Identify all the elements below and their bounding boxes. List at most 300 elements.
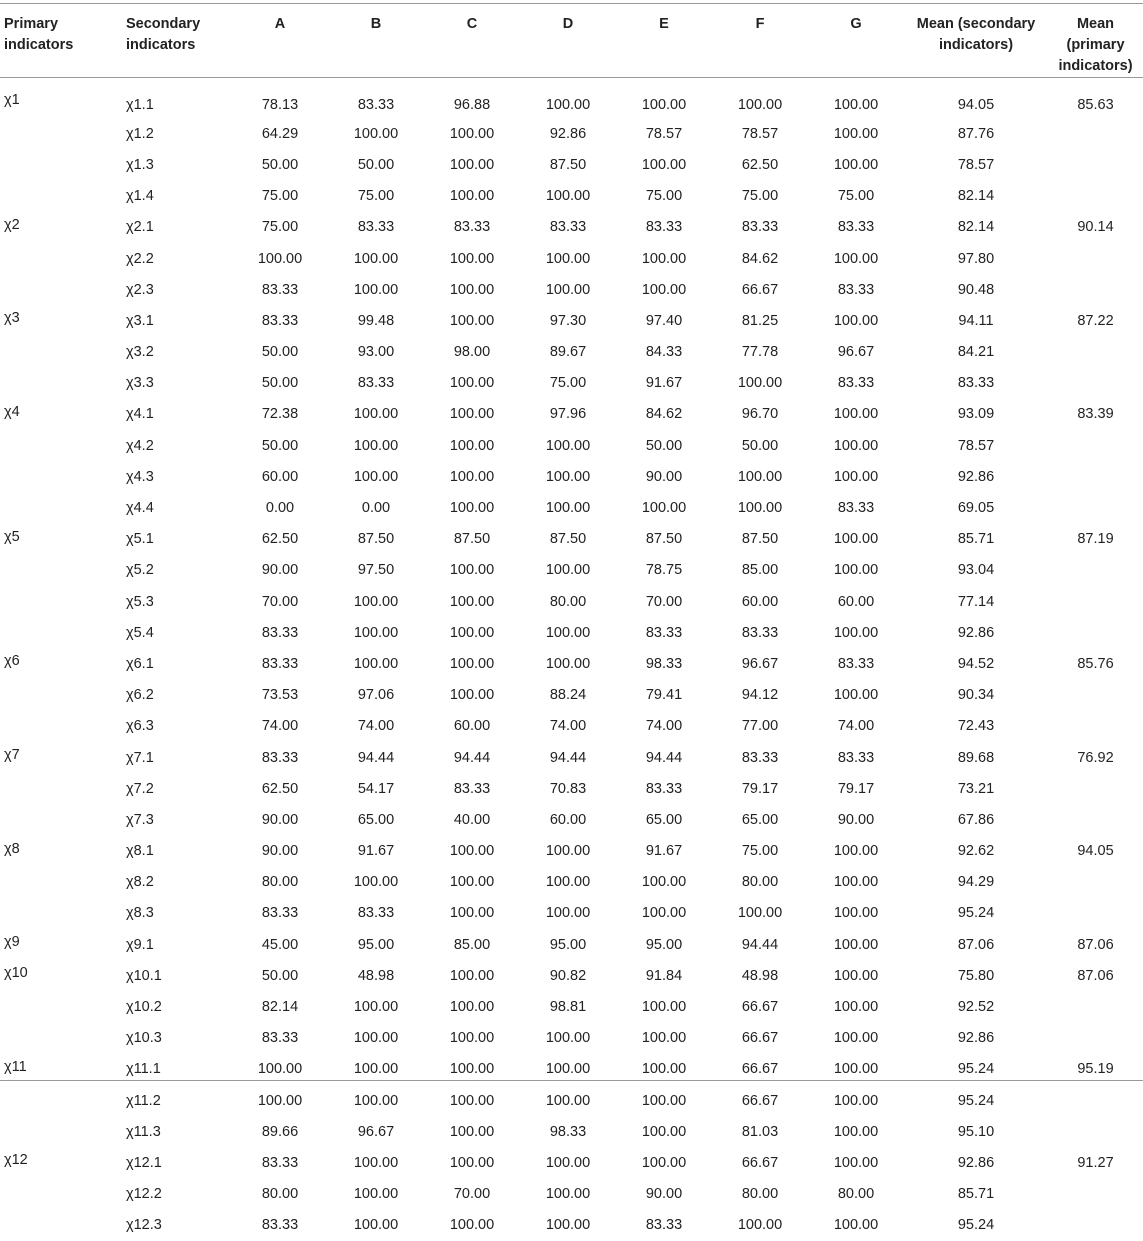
score-cell-f: 83.33 [741, 749, 779, 766]
table-row [0, 898, 1143, 929]
score-cell-a: 100.00 [257, 1092, 303, 1109]
mean-primary-cell: 87.06 [1077, 936, 1114, 953]
mean-secondary-cell: 75.80 [957, 967, 995, 984]
score-cell-b: 100.00 [353, 437, 399, 454]
mean-secondary-cell: 85.71 [957, 531, 995, 548]
primary-indicator-cell: χ1 [4, 92, 20, 108]
score-cell-g: 75.00 [837, 188, 875, 205]
header-primary-indicators: Primary indicators [0, 4, 122, 78]
score-cell-d: 70.83 [549, 780, 587, 797]
score-cell-f: 60.00 [741, 593, 779, 610]
score-cell-b: 48.98 [357, 967, 395, 984]
mean-secondary-cell: 78.57 [957, 437, 995, 454]
score-cell-g: 60.00 [837, 593, 875, 610]
mean-secondary-cell: 94.11 [958, 312, 994, 329]
score-cell-a: 50.00 [261, 156, 299, 173]
score-cell-f: 100.00 [737, 97, 783, 114]
score-cell-b: 74.00 [357, 718, 395, 735]
score-cell-b: 100.00 [353, 406, 399, 423]
score-cell-a: 62.50 [261, 531, 299, 548]
mean-primary-cell: 87.19 [1077, 531, 1114, 548]
score-cell-g: 100.00 [833, 999, 879, 1016]
secondary-indicator-cell: χ9.1 [126, 936, 154, 953]
score-cell-g: 83.33 [837, 219, 875, 236]
score-cell-d: 83.33 [549, 219, 587, 236]
header-row [0, 4, 1143, 78]
score-cell-b: 94.44 [357, 749, 395, 766]
primary-indicator-cell: χ7 [4, 746, 20, 763]
mean-secondary-cell: 97.80 [957, 250, 995, 267]
score-cell-f: 77.00 [741, 718, 779, 735]
mean-primary-cell [1048, 773, 1143, 804]
score-cell-d: 100.00 [545, 1186, 591, 1203]
score-cell-d: 92.86 [549, 125, 587, 142]
score-cell-f: 94.12 [741, 687, 779, 704]
mean-primary-cell [1048, 492, 1143, 523]
score-cell-c: 100.00 [449, 874, 495, 891]
primary-indicator-cell [0, 368, 122, 399]
score-cell-f: 83.33 [741, 624, 779, 641]
secondary-indicator-cell: χ10.2 [126, 999, 162, 1016]
score-cell-c: 70.00 [453, 1186, 491, 1203]
score-cell-d: 80.00 [549, 593, 587, 610]
mean-secondary-cell: 73.21 [957, 780, 995, 797]
mean-primary-cell [1048, 711, 1143, 742]
score-cell-b: 100.00 [353, 1092, 399, 1109]
primary-indicator-cell: χ3 [4, 310, 20, 327]
table-row [0, 212, 1143, 243]
score-cell-b: 100.00 [353, 1217, 399, 1234]
header-expert-d: D [520, 4, 616, 78]
score-cell-d: 100.00 [545, 281, 591, 298]
mean-secondary-cell: 95.24 [957, 905, 995, 922]
primary-indicator-cell [0, 804, 122, 835]
score-cell-b: 100.00 [353, 999, 399, 1016]
secondary-indicator-cell: χ5.1 [126, 531, 154, 548]
score-cell-g: 100.00 [833, 1217, 879, 1234]
score-cell-c: 96.88 [453, 97, 491, 114]
mean-secondary-cell: 94.29 [957, 874, 995, 891]
mean-primary-cell: 94.05 [1077, 843, 1114, 860]
secondary-indicator-cell: χ5.2 [126, 562, 154, 579]
score-cell-e: 100.00 [641, 281, 687, 298]
score-cell-e: 84.33 [645, 344, 683, 361]
mean-secondary-cell: 85.71 [957, 1186, 995, 1203]
secondary-indicator-cell: χ2.3 [126, 281, 154, 298]
score-cell-g: 100.00 [833, 936, 879, 953]
score-cell-f: 79.17 [741, 780, 779, 797]
score-cell-g: 100.00 [833, 905, 879, 922]
score-cell-f: 81.03 [741, 1123, 779, 1140]
header-mean-secondary: Mean (secondary indicators) [904, 4, 1048, 78]
primary-indicator-cell [0, 1116, 122, 1147]
score-cell-d: 100.00 [545, 562, 591, 579]
primary-indicator-cell: χ4 [4, 403, 20, 420]
header-expert-e: E [616, 4, 712, 78]
table-row [0, 742, 1143, 773]
mean-secondary-cell: 95.24 [957, 1217, 995, 1234]
score-cell-f: 66.67 [741, 1154, 779, 1171]
table-row [0, 524, 1143, 555]
mean-secondary-cell: 93.04 [957, 562, 995, 579]
score-cell-a: 50.00 [261, 344, 299, 361]
mean-secondary-cell: 92.62 [957, 843, 995, 860]
score-cell-d: 100.00 [545, 624, 591, 641]
table-row [0, 1147, 1143, 1178]
secondary-indicator-cell: χ3.2 [126, 344, 154, 361]
score-cell-c: 100.00 [449, 905, 495, 922]
header-expert-b: B [328, 4, 424, 78]
score-cell-a: 80.00 [261, 874, 299, 891]
table-row [0, 555, 1143, 586]
table-row [0, 1210, 1143, 1241]
header-expert-g: G [808, 4, 904, 78]
score-cell-c: 100.00 [449, 250, 495, 267]
score-cell-f: 62.50 [741, 156, 779, 173]
score-cell-a: 90.00 [261, 843, 299, 860]
table-row [0, 1116, 1143, 1147]
secondary-indicator-cell: χ11.1 [126, 1061, 161, 1078]
score-cell-c: 100.00 [449, 624, 495, 641]
mean-secondary-cell: 92.86 [957, 1154, 995, 1171]
mean-primary-cell: 95.19 [1077, 1061, 1114, 1078]
score-cell-b: 100.00 [353, 1186, 399, 1203]
score-cell-a: 74.00 [261, 718, 299, 735]
mean-secondary-cell: 92.86 [957, 1030, 995, 1047]
score-cell-b: 65.00 [357, 811, 395, 828]
score-cell-e: 100.00 [641, 1092, 687, 1109]
mean-secondary-cell: 69.05 [957, 500, 995, 517]
score-cell-f: 81.25 [741, 312, 779, 329]
score-cell-g: 100.00 [833, 531, 879, 548]
score-cell-c: 100.00 [449, 188, 495, 205]
mean-secondary-cell: 87.76 [957, 125, 995, 142]
mean-primary-cell [1048, 337, 1143, 368]
score-cell-e: 100.00 [641, 156, 687, 173]
table-row [0, 492, 1143, 523]
mean-secondary-cell: 94.52 [957, 655, 995, 672]
score-cell-d: 100.00 [545, 1217, 591, 1234]
score-cell-g: 90.00 [837, 811, 875, 828]
score-cell-b: 87.50 [357, 531, 395, 548]
score-cell-b: 83.33 [357, 905, 395, 922]
mean-secondary-cell: 93.09 [957, 406, 995, 423]
score-cell-f: 96.70 [741, 406, 779, 423]
secondary-indicator-cell: χ12.3 [126, 1217, 162, 1234]
primary-indicator-cell [0, 1085, 122, 1116]
score-cell-d: 100.00 [545, 905, 591, 922]
score-cell-c: 40.00 [453, 811, 491, 828]
score-cell-e: 90.00 [645, 468, 683, 485]
score-cell-d: 100.00 [545, 437, 591, 454]
primary-indicator-cell [0, 337, 122, 368]
mean-secondary-cell: 92.52 [957, 999, 995, 1016]
score-cell-g: 100.00 [833, 468, 879, 485]
table-row [0, 960, 1143, 991]
header-expert-f: F [712, 4, 808, 78]
score-cell-g: 100.00 [833, 1123, 879, 1140]
mean-primary-cell [1048, 1023, 1143, 1054]
score-cell-b: 97.50 [357, 562, 395, 579]
score-cell-f: 100.00 [737, 905, 783, 922]
score-cell-d: 100.00 [545, 1061, 591, 1078]
score-cell-b: 93.00 [357, 344, 395, 361]
mean-primary-cell [1048, 118, 1143, 149]
primary-indicator-cell [0, 430, 122, 461]
mean-primary-cell [1048, 430, 1143, 461]
score-cell-a: 60.00 [261, 468, 299, 485]
mean-primary-cell: 76.92 [1077, 749, 1114, 766]
score-cell-b: 96.67 [357, 1123, 395, 1140]
primary-indicator-cell: χ11 [4, 1058, 27, 1075]
score-cell-a: 83.33 [261, 749, 299, 766]
secondary-indicator-cell: χ12.1 [126, 1154, 162, 1171]
score-cell-a: 70.00 [261, 593, 299, 610]
secondary-indicator-cell: χ4.4 [126, 500, 154, 517]
table-row [0, 461, 1143, 492]
table-row [0, 680, 1143, 711]
header-mean-primary: Mean (primary indicators) [1048, 4, 1143, 78]
table-row [0, 929, 1143, 960]
secondary-indicator-cell: χ2.1 [126, 219, 154, 236]
score-cell-c: 100.00 [449, 1030, 495, 1047]
score-cell-g: 100.00 [833, 250, 879, 267]
score-cell-a: 83.33 [261, 1030, 299, 1047]
score-cell-g: 100.00 [833, 624, 879, 641]
score-cell-f: 94.44 [741, 936, 779, 953]
mean-primary-cell [1048, 1179, 1143, 1210]
score-cell-d: 60.00 [549, 811, 587, 828]
primary-indicator-cell [0, 867, 122, 898]
primary-indicator-cell: χ10 [4, 965, 28, 982]
score-cell-f: 66.67 [741, 281, 779, 298]
score-cell-b: 100.00 [353, 624, 399, 641]
mean-secondary-cell: 95.24 [957, 1092, 995, 1109]
score-cell-f: 100.00 [737, 468, 783, 485]
score-cell-e: 100.00 [641, 1123, 687, 1140]
score-cell-g: 100.00 [833, 312, 879, 329]
mean-primary-cell [1048, 586, 1143, 617]
score-cell-f: 84.62 [741, 250, 779, 267]
table-body [0, 78, 1143, 1241]
score-cell-e: 100.00 [641, 999, 687, 1016]
primary-indicator-cell: χ5 [4, 528, 20, 545]
score-cell-d: 100.00 [545, 1030, 591, 1047]
score-cell-e: 83.33 [645, 219, 683, 236]
score-cell-b: 91.67 [357, 843, 395, 860]
score-cell-b: 100.00 [353, 655, 399, 672]
score-cell-d: 97.30 [549, 312, 587, 329]
score-cell-g: 80.00 [837, 1186, 875, 1203]
score-cell-e: 83.33 [645, 1217, 683, 1234]
score-cell-a: 83.33 [261, 312, 299, 329]
score-cell-c: 98.00 [453, 344, 491, 361]
score-cell-c: 100.00 [449, 281, 495, 298]
score-cell-e: 100.00 [641, 905, 687, 922]
score-cell-c: 100.00 [449, 375, 495, 392]
mean-secondary-cell: 82.14 [957, 188, 995, 205]
mean-secondary-cell: 94.05 [957, 97, 995, 114]
mean-secondary-cell: 87.06 [957, 936, 995, 953]
score-cell-b: 50.00 [357, 156, 395, 173]
score-cell-e: 83.33 [645, 624, 683, 641]
mean-primary-cell [1048, 804, 1143, 835]
score-cell-g: 100.00 [833, 97, 879, 114]
score-cell-a: 83.33 [261, 281, 299, 298]
score-cell-e: 84.62 [645, 406, 683, 423]
score-cell-c: 85.00 [453, 936, 491, 953]
score-cell-g: 100.00 [833, 406, 879, 423]
score-cell-f: 100.00 [737, 1217, 783, 1234]
score-cell-e: 94.44 [645, 749, 683, 766]
table-row [0, 149, 1143, 180]
score-cell-g: 83.33 [837, 749, 875, 766]
score-cell-b: 100.00 [353, 1154, 399, 1171]
score-cell-c: 100.00 [449, 1092, 495, 1109]
score-cell-e: 98.33 [645, 655, 683, 672]
score-cell-g: 83.33 [837, 655, 875, 672]
mean-primary-cell: 87.06 [1077, 967, 1114, 984]
score-cell-a: 0.00 [265, 500, 295, 517]
primary-indicator-cell [0, 243, 122, 274]
score-cell-e: 91.67 [645, 375, 683, 392]
score-cell-c: 100.00 [449, 156, 495, 173]
score-cell-g: 83.33 [837, 375, 875, 392]
score-cell-g: 79.17 [837, 780, 875, 797]
score-cell-d: 87.50 [549, 531, 587, 548]
primary-indicator-cell [0, 586, 122, 617]
score-cell-g: 100.00 [833, 1061, 879, 1078]
score-cell-f: 100.00 [737, 375, 783, 392]
score-cell-a: 80.00 [261, 1186, 299, 1203]
table-bottom-rule [0, 1080, 1143, 1081]
score-cell-b: 95.00 [357, 936, 395, 953]
score-cell-b: 97.06 [357, 687, 395, 704]
score-cell-c: 83.33 [453, 219, 491, 236]
primary-indicator-cell [0, 1023, 122, 1054]
primary-indicator-cell [0, 1210, 122, 1241]
score-cell-c: 100.00 [449, 562, 495, 579]
score-cell-a: 90.00 [261, 562, 299, 579]
score-cell-e: 97.40 [645, 312, 683, 329]
primary-indicator-cell: χ2 [4, 216, 20, 233]
score-cell-g: 100.00 [833, 125, 879, 142]
score-cell-f: 66.67 [741, 999, 779, 1016]
score-cell-a: 100.00 [257, 1061, 303, 1078]
secondary-indicator-cell: χ11.2 [126, 1092, 161, 1109]
score-cell-d: 98.33 [549, 1123, 587, 1140]
score-cell-g: 100.00 [833, 687, 879, 704]
header-expert-c: C [424, 4, 520, 78]
score-cell-g: 100.00 [833, 1092, 879, 1109]
primary-indicator-cell [0, 991, 122, 1022]
score-cell-f: 75.00 [741, 843, 779, 860]
mean-secondary-cell: 83.33 [957, 375, 995, 392]
score-cell-f: 77.78 [741, 344, 779, 361]
score-cell-b: 100.00 [353, 874, 399, 891]
primary-indicator-cell [0, 461, 122, 492]
mean-primary-cell [1048, 1085, 1143, 1116]
score-cell-a: 75.00 [261, 219, 299, 236]
score-cell-c: 100.00 [449, 1154, 495, 1171]
score-cell-g: 83.33 [837, 500, 875, 517]
mean-secondary-cell: 82.14 [957, 219, 995, 236]
score-cell-a: 50.00 [261, 375, 299, 392]
score-cell-b: 99.48 [357, 312, 395, 329]
score-cell-a: 82.14 [261, 999, 299, 1016]
secondary-indicator-cell: χ1.1 [126, 97, 154, 114]
score-cell-e: 70.00 [645, 593, 683, 610]
mean-primary-cell [1048, 368, 1143, 399]
score-cell-f: 48.98 [741, 967, 779, 984]
table-row [0, 274, 1143, 305]
table-row [0, 78, 1143, 119]
mean-secondary-cell: 89.68 [957, 749, 995, 766]
score-cell-d: 75.00 [549, 375, 587, 392]
mean-primary-cell [1048, 1210, 1143, 1241]
secondary-indicator-cell: χ4.1 [126, 406, 154, 423]
score-cell-a: 100.00 [257, 250, 303, 267]
table-row [0, 337, 1143, 368]
mean-secondary-cell: 77.14 [957, 593, 995, 610]
score-cell-f: 87.50 [741, 531, 779, 548]
secondary-indicator-cell: χ1.4 [126, 188, 154, 205]
secondary-indicator-cell: χ8.3 [126, 905, 154, 922]
secondary-indicator-cell: χ6.2 [126, 687, 154, 704]
score-cell-b: 0.00 [361, 500, 391, 517]
indicator-score-table [0, 4, 1143, 1241]
score-cell-a: 50.00 [261, 437, 299, 454]
score-cell-e: 100.00 [641, 97, 687, 114]
header-expert-a: A [232, 4, 328, 78]
score-cell-g: 100.00 [833, 967, 879, 984]
score-cell-b: 100.00 [353, 593, 399, 610]
score-cell-c: 60.00 [453, 718, 491, 735]
score-cell-f: 78.57 [741, 125, 779, 142]
score-cell-b: 83.33 [357, 219, 395, 236]
secondary-indicator-cell: χ7.2 [126, 780, 154, 797]
table-row [0, 368, 1143, 399]
score-cell-d: 100.00 [545, 500, 591, 517]
mean-secondary-cell: 92.86 [957, 624, 995, 641]
mean-primary-cell: 90.14 [1077, 219, 1114, 236]
score-cell-c: 100.00 [449, 999, 495, 1016]
table-row [0, 305, 1143, 336]
mean-secondary-cell: 84.21 [957, 344, 995, 361]
score-cell-b: 100.00 [353, 250, 399, 267]
score-cell-a: 64.29 [261, 125, 299, 142]
score-cell-f: 50.00 [741, 437, 779, 454]
mean-primary-cell [1048, 867, 1143, 898]
score-cell-b: 54.17 [357, 780, 395, 797]
score-cell-d: 95.00 [549, 936, 587, 953]
score-cell-f: 75.00 [741, 188, 779, 205]
mean-primary-cell [1048, 181, 1143, 212]
primary-indicator-cell [0, 617, 122, 648]
primary-indicator-cell [0, 181, 122, 212]
table-row [0, 804, 1143, 835]
score-cell-g: 96.67 [837, 344, 875, 361]
score-cell-g: 100.00 [833, 156, 879, 173]
score-cell-e: 91.67 [645, 843, 683, 860]
mean-primary-cell [1048, 274, 1143, 305]
score-cell-c: 100.00 [449, 687, 495, 704]
score-cell-b: 83.33 [357, 375, 395, 392]
score-cell-c: 83.33 [453, 780, 491, 797]
score-cell-d: 98.81 [549, 999, 587, 1016]
score-cell-e: 90.00 [645, 1186, 683, 1203]
score-cell-c: 100.00 [449, 500, 495, 517]
